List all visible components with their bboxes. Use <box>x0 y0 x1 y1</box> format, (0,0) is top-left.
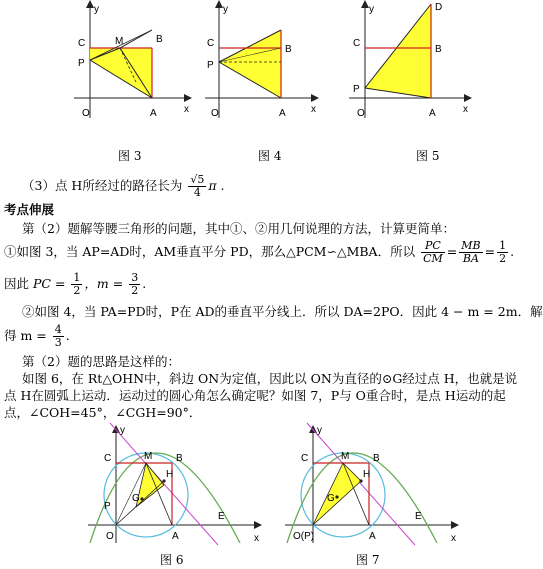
fig6-label-O: O <box>106 531 114 542</box>
fig5-label-P: P <box>353 84 360 95</box>
fig7-label-A: A <box>369 531 376 542</box>
fig7-label-B: B <box>373 453 380 464</box>
section-heading: 考点伸展 <box>4 202 55 217</box>
fig7-label-H: H <box>363 469 371 480</box>
para-3: 因此 PC = $\frac{1}{2}$ ，m = $\frac{3}{2}$ . <box>4 271 147 297</box>
fig6-label-G: G <box>132 493 140 504</box>
fig6-label-x: x <box>254 533 259 544</box>
fig4-label-x: x <box>311 104 316 115</box>
fig3-label-O: O <box>82 108 90 119</box>
para-1: 第（2）题解等腰三角形的问题，其中①、②用几何说理的方法，计算更简单： <box>22 221 455 236</box>
para-6: 第（2）题的思路是这样的： <box>22 354 180 369</box>
fig6-label-H: H <box>166 469 174 480</box>
fig3-label-C: C <box>78 38 86 49</box>
para-9: 点，∠COH=45°，∠CGH=90°． <box>4 405 202 420</box>
fig4-label-O: O <box>211 108 219 119</box>
figure-5 <box>345 0 485 135</box>
fig7-label-x: x <box>451 533 456 544</box>
fig3-label-x: x <box>184 104 189 115</box>
para-2: ①如图 3，当 AP=AD时，AM垂直平分 PD，那么△PCM∽△MBA．所以 $\frac{PC}{CM}$ = $\frac{MB}{BA}$ = $\frac{1}{2}$ . <box>4 239 515 265</box>
fig5-label-y: y <box>369 4 374 15</box>
path-length-fraction: $\frac{√5}{4}$ <box>190 173 205 199</box>
fig4-label-A: A <box>279 108 286 119</box>
fig3-label-M: M <box>115 36 124 47</box>
fig3-label-A: A <box>150 108 157 119</box>
fig3-label-B: B <box>156 34 163 45</box>
line-3-answer: （3）点 H所经过的路径长为 $\frac{√5}{4}$ π . <box>22 173 225 199</box>
fig5-label-x: x <box>463 104 468 115</box>
fig6-caption: 图 6 <box>160 553 184 567</box>
para-5: 得 m = $\frac{4}{3}$ . <box>4 323 70 349</box>
figure-3 <box>60 0 200 135</box>
fig7-label-G: G <box>327 493 335 504</box>
fig7-label-OP: O(P) <box>293 531 315 542</box>
fig4-label-B: B <box>285 44 292 55</box>
fig7-label-y: y <box>317 425 322 436</box>
figure-4 <box>205 0 345 135</box>
fig7-label-E: E <box>415 511 422 522</box>
fig6-label-E: E <box>218 511 225 522</box>
fig6-label-B: B <box>176 453 183 464</box>
fig6-label-A: A <box>172 531 179 542</box>
fig6-label-C: C <box>104 453 112 464</box>
fig5-label-C: C <box>353 38 361 49</box>
fig5-label-A: A <box>429 108 436 119</box>
fig7-label-M: M <box>341 451 350 462</box>
fig4-label-C: C <box>207 38 215 49</box>
fig5-label-D: D <box>435 2 443 13</box>
fig7-caption: 图 7 <box>356 553 380 567</box>
figure-7 <box>285 423 465 548</box>
fig4-label-y: y <box>223 4 228 15</box>
figure-6 <box>88 423 268 548</box>
fig5-caption: 图 5 <box>416 149 440 163</box>
fig4-label-P: P <box>207 60 214 71</box>
para-8: 点 H在圆弧上运动．运动过的圆心角怎么确定呢？如图 7，P与 O重合时，是点 H运动的起 <box>4 388 506 403</box>
fig6-label-P: P <box>104 501 111 512</box>
fig3-label-y: y <box>94 4 99 15</box>
fig6-label-y: y <box>120 425 125 436</box>
fig3-label-P: P <box>78 58 85 69</box>
para-7: 如图 6，在 Rt△OHN中，斜边 ON为定值，因此以 ON为直径的⊙G经过点 H，也就是说 <box>22 371 518 386</box>
fig5-label-B: B <box>435 44 442 55</box>
fig7-label-C: C <box>301 453 309 464</box>
para-4: ②如图 4，当 PA=PD时，P在 AD的垂直平分线上．所以 DA=2PO．因此 4 − m = 2m．解 <box>22 304 543 319</box>
fig6-label-M: M <box>144 451 153 462</box>
fig4-caption: 图 4 <box>258 149 282 163</box>
fig5-label-O: O <box>357 108 365 119</box>
fig3-caption: 图 3 <box>118 149 142 163</box>
